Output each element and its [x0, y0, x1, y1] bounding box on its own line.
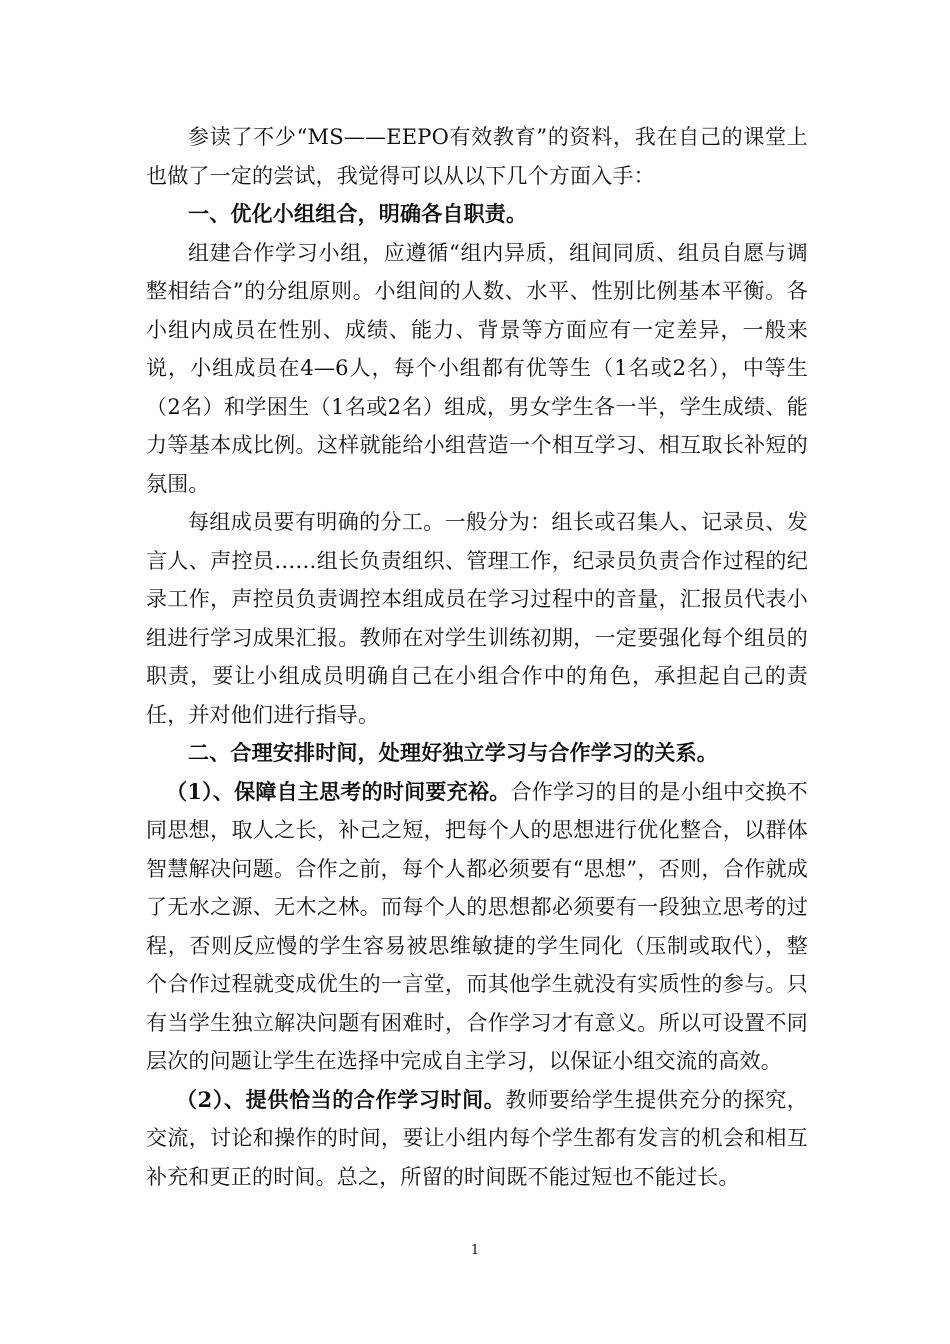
section-heading-2: 二、合理安排时间，处理好独立学习与合作学习的关系。: [188, 740, 718, 765]
subsection-text-1: 合作学习的目的是小组中交换不同思想，取人之长，补己之短，把每个人的思想进行优化整合，以群体智慧解决问题。合作之前，每个人都必须要有“思想”，否则，合作就成了无水之源、无木之林。而每个人的思想都必须要有一段独立思考的过程，否则反应慢的学生容易被思维敏捷的学生同化（压制或取代），整个合作过程就变成优生的一言堂，而其他学生就没有实质性的参与。只有当学生独立解决问题有困难时，合作学习才有意义。所以可设置不同层次的问题让学生在选择中完成自主学习，以保证小组交流的高效。: [146, 779, 808, 1073]
roles-paragraph: 每组成员要有明确的分工。一般分为：组长或召集人、记录员、发言人、声控员……组长负责组织、管理工作，纪录员负责合作过程的纪录工作，声控员负责调控本组成员在学习过程中的音量，汇报员代表小组进行学习成果汇报。教师在对学生训练初期，一定要强化每个组员的职责，要让小组成员明确自己在小组合作中的角色，承担起自己的责任，并对他们进行指导。: [146, 510, 808, 727]
section-heading-1: 一、优化小组组合，明确各自职责。: [188, 201, 528, 226]
subsection-lead-2: （2）、提供恰当的合作学习时间。: [176, 1086, 506, 1112]
subsection-paragraph-1: [146, 773, 808, 1081]
page-number: 1: [470, 1243, 480, 1258]
subsection-text-2: 教师要给学生提供充分的探究，交流，讨论和操作的时间，要让小组内每个学生都有发言的机会和相互补充和更正的时间。总之，所留的时间既不能过短也不能过长。: [146, 1087, 808, 1189]
intro-paragraph: 参读了不少“MS——EEPO有效教育”的资料，我在自己的课堂上也做了一定的尝试，我觉得可以从以下几个方面入手：: [146, 125, 808, 188]
subsection-paragraph-2: [146, 1081, 808, 1197]
subsection-lead-1: （1）、保障自主思考的时间要充裕。: [166, 778, 511, 804]
body-text: [146, 118, 808, 1196]
grouping-paragraph: 组建合作学习小组，应遵循“组内异质，组间同质、组员自愿与调整相结合”的分组原则。小组间的人数、水平、性别比例基本平衡。各小组内成员在性别、成绩、能力、背景等方面应有一定差异，一般来说，小组成员在4—6人，每个小组都有优等生（1名或2名），中等生（2名）和学困生（1名或2名）组成，男女学生各一半，学生成绩、能力等基本成比例。这样就能给小组营造一个相互学习、相互取长补短的氛围。: [146, 240, 808, 496]
